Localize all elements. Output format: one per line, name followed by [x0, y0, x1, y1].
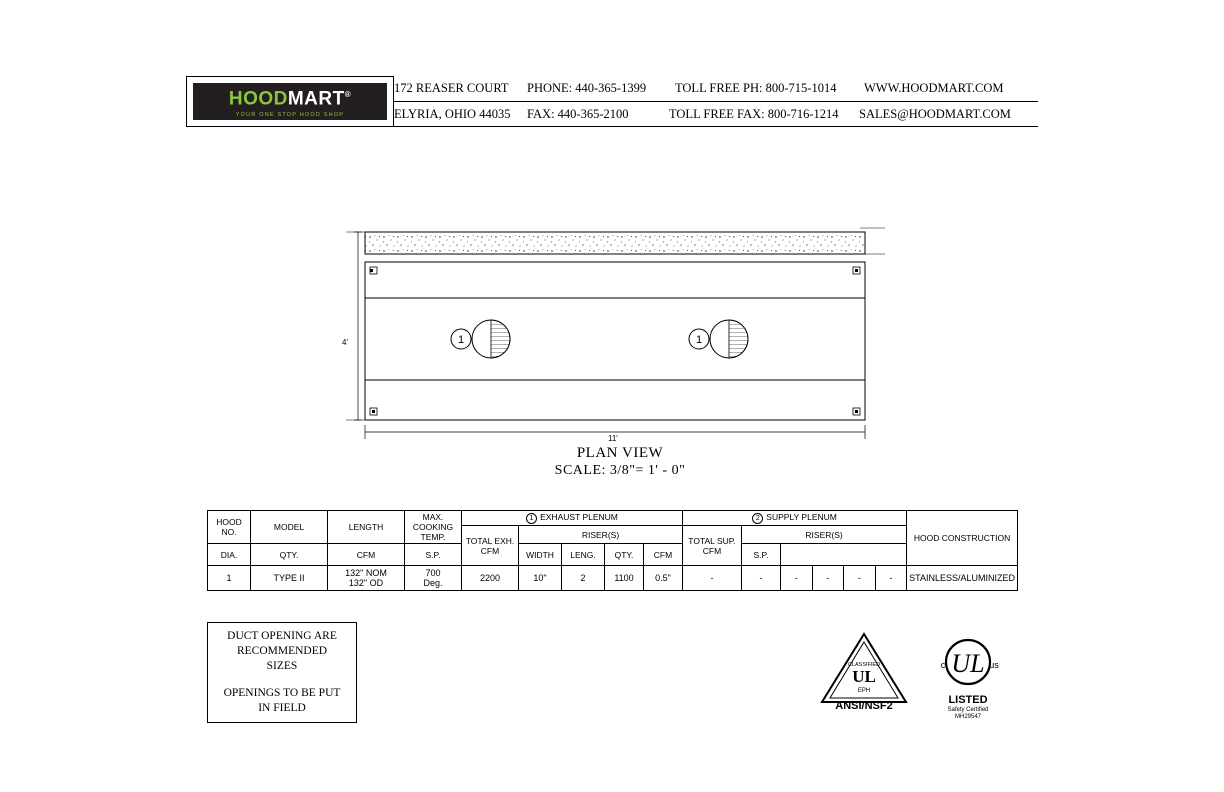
duct-opening-note: [207, 622, 357, 723]
duct-note-line5: IN FIELD: [258, 702, 306, 714]
cell-total-exh-cfm: 2200: [462, 566, 519, 591]
header-exhaust-risers: RISER(S): [519, 526, 683, 544]
table-header-row-3: [208, 544, 1018, 566]
cell-hood-no: 1: [208, 566, 251, 591]
logo-word-hood: HOOD: [228, 88, 288, 110]
header-exh-dia: DIA.: [208, 544, 251, 566]
hood-specification-table: [207, 510, 1018, 591]
header-sup-qty: QTY.: [605, 544, 644, 566]
cell-total-sup-cfm: -: [683, 566, 742, 591]
hood-body: [365, 262, 865, 420]
website-url: WWW.HOODMART.COM: [864, 81, 1004, 95]
cell-temp-unit: Deg.: [423, 578, 443, 588]
ul-safety-certified-text: Safety Certified: [947, 707, 989, 713]
cell-model: TYPE II: [251, 566, 328, 591]
header-hood-construction: HOOD CONSTRUCTION: [907, 511, 1018, 566]
plan-view-title: PLAN VIEW: [576, 445, 664, 461]
ul-listed-text: LISTED: [948, 694, 988, 706]
table-row: [208, 566, 1018, 591]
cell-sup-sp: -: [875, 566, 907, 591]
email-address: SALES@HOODMART.COM: [859, 107, 1011, 121]
logo-word-mart: MART: [287, 88, 345, 110]
logo-tagline: YOUR ONE STOP HOOD SHOP: [235, 111, 345, 118]
contact-row-bottom: [394, 101, 1038, 127]
ul-file-number: MH29547: [954, 714, 981, 720]
table-header-row-1: [208, 511, 1018, 526]
header-total-sup-cfm: TOTAL SUP. CFM: [683, 526, 742, 566]
ul-c-text: c: [940, 660, 946, 670]
contact-row-top: [394, 76, 1038, 101]
duct-note-line4: OPENINGS TO BE PUT: [223, 687, 341, 699]
toll-free-fax: TOLL FREE FAX: 800-716-1214: [669, 107, 839, 121]
header-exh-sp: S.P.: [405, 544, 462, 566]
fax-number: FAX: 440-365-2100: [527, 107, 629, 121]
header-supply-plenum: [683, 511, 907, 526]
cell-length-nom: 132" NOM: [345, 568, 387, 578]
header-hood-no: HOOD NO.: [208, 511, 251, 544]
address-line2: ELYRIA, OHIO 44035: [394, 107, 511, 121]
duct-note-line1: DUCT OPENING ARE: [227, 630, 337, 642]
ansi-nsf-label: ANSI/NSF2: [835, 700, 893, 712]
ul-listed-certification-mark: [928, 636, 1008, 726]
cell-exh-qty: 2: [562, 566, 605, 591]
riser-1-tag-text: 1: [457, 334, 465, 346]
logo-wordmark: [229, 85, 351, 109]
header-max-cooking-temp: MAX. COOKING TEMP.: [405, 511, 462, 544]
duct-note-line3: SIZES: [266, 660, 298, 672]
ansi-eph-text: EPH: [857, 688, 871, 694]
exhaust-plenum-tag: 1: [526, 513, 537, 524]
depth-dimension-label: 4': [342, 338, 348, 347]
header-sup-sp: S.P.: [742, 544, 781, 566]
cell-length: [328, 566, 405, 591]
toll-free-phone: TOLL FREE PH: 800-715-1014: [675, 81, 837, 95]
ansi-classified-text: CLASSIFIED: [847, 662, 881, 668]
plan-view-scale: SCALE: 3/8"= 1' - 0": [554, 463, 686, 478]
logo-inner: [193, 83, 387, 120]
exhaust-plenum-label: EXHAUST PLENUM: [540, 512, 618, 523]
header-total-exh-cfm: TOTAL EXH. CFM: [462, 526, 519, 566]
company-header: [186, 76, 1038, 127]
logo-registered-mark: ®: [344, 90, 352, 100]
header-exh-cfm: CFM: [328, 544, 405, 566]
cell-temp-value: 700: [425, 568, 441, 578]
phone-number: PHONE: 440-365-1399: [527, 81, 647, 95]
cell-max-temp: [405, 566, 462, 591]
ansi-ul-text: UL: [852, 667, 876, 686]
header-exhaust-plenum: [462, 511, 683, 526]
cell-exh-sp: 0.5": [644, 566, 683, 591]
contact-info-block: [394, 76, 1038, 127]
header-supply-risers: RISER(S): [742, 526, 907, 544]
address-line1: 172 REASER COURT: [394, 81, 509, 95]
header-exh-qty: QTY.: [251, 544, 328, 566]
cell-exh-dia: 10": [519, 566, 562, 591]
ul-circle-svg: [928, 636, 1008, 688]
header-sup-width: WIDTH: [519, 544, 562, 566]
duct-note-line2: RECOMMENDED: [236, 645, 328, 657]
supply-plenum-label: SUPPLY PLENUM: [766, 512, 837, 523]
cell-hood-construction: STAINLESS/ALUMINIZED: [907, 566, 1018, 591]
width-dimension-label: 11': [608, 434, 618, 443]
cell-exh-cfm: 1100: [605, 566, 644, 591]
cell-sup-qty: -: [812, 566, 844, 591]
cell-sup-width: -: [742, 566, 781, 591]
header-sup-cfm: CFM: [644, 544, 683, 566]
header-model: MODEL: [251, 511, 328, 544]
plan-view-caption: [480, 445, 760, 479]
supply-plenum-tag: 2: [752, 513, 763, 524]
ansi-triangle-svg: [818, 630, 910, 710]
hoodmart-logo: [186, 76, 394, 127]
cell-sup-leng: -: [781, 566, 813, 591]
wall-band: [365, 232, 865, 254]
riser-2-tag-text: 1: [695, 334, 703, 346]
cell-sup-cfm: -: [844, 566, 876, 591]
header-length: LENGTH: [328, 511, 405, 544]
ul-monogram-text: UL: [951, 649, 985, 678]
cell-length-od: 132" OD: [348, 578, 384, 588]
ul-us-text: us: [989, 660, 999, 670]
header-sup-leng: LENG.: [562, 544, 605, 566]
